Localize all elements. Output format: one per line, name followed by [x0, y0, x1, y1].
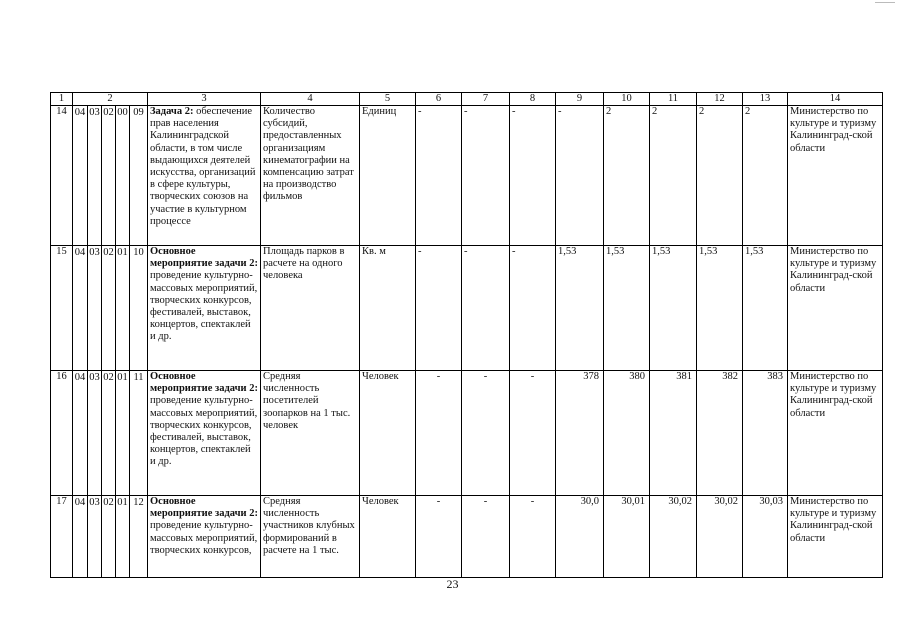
- table-header: [51, 93, 883, 106]
- value-cell: 1,53: [556, 246, 604, 371]
- value-cell: 30,0: [556, 496, 604, 578]
- header-cell: 10: [604, 93, 650, 106]
- task-name-cell: [148, 246, 261, 371]
- header-cell: 1: [51, 93, 73, 106]
- responsible-cell: Министерство по культуре и туризму Калининград-ской области: [788, 106, 883, 246]
- responsible-cell: Министерство по культуре и туризму Калининград-ской области: [788, 496, 883, 578]
- value-cell: 381: [650, 371, 697, 496]
- value-cell: 1,53: [650, 246, 697, 371]
- value-cell: 2: [650, 106, 697, 246]
- code-cell: 02: [102, 246, 116, 371]
- code-cell: 03: [88, 246, 102, 371]
- code-cell: 02: [102, 371, 116, 496]
- row-number: 17: [51, 496, 73, 578]
- task-name-bold: Основное мероприятие задачи 2:: [150, 496, 258, 520]
- code-cell: 04: [73, 371, 88, 496]
- value-cell: -: [462, 496, 510, 578]
- task-name-cell: [148, 371, 261, 496]
- row-number: 15: [51, 246, 73, 371]
- page-number: 23: [446, 577, 459, 591]
- code-cell: 01: [116, 246, 130, 371]
- header-cell: 9: [556, 93, 604, 106]
- code-cell: 12: [130, 496, 148, 578]
- header-cell: 6: [416, 93, 462, 106]
- value-cell: -: [556, 106, 604, 246]
- header-cell: 11: [650, 93, 697, 106]
- code-cell: 04: [73, 496, 88, 578]
- responsible-cell: Министерство по культуре и туризму Калининград-ской области: [788, 371, 883, 496]
- header-cell: 2: [73, 93, 148, 106]
- task-name-bold: Задача 2:: [150, 106, 194, 117]
- row-number: 14: [51, 106, 73, 246]
- header-cell: 4: [261, 93, 360, 106]
- value-cell: -: [462, 371, 510, 496]
- code-cell: 09: [130, 106, 148, 246]
- task-name-bold: Основное мероприятие задачи 2:: [150, 246, 258, 270]
- header-cell: 12: [697, 93, 743, 106]
- value-cell: -: [416, 371, 462, 496]
- header-cell: 8: [510, 93, 556, 106]
- task-name-text: обеспечение прав населения Калининградской области, в том числе выдающихся деятелей искусства, организаций в сфере культуры, творческих союзов на участие в культурном процессе: [150, 106, 256, 227]
- value-cell: 382: [697, 371, 743, 496]
- value-cell: -: [416, 496, 462, 578]
- value-cell: 2: [604, 106, 650, 246]
- value-cell: -: [510, 371, 556, 496]
- code-cell: 03: [88, 106, 102, 246]
- value-cell: 2: [743, 106, 788, 246]
- indicator-cell: Количество субсидий, предоставленных организациям кинематографии на компенсацию затрат на производство фильмов: [261, 106, 360, 246]
- header-cell: 14: [788, 93, 883, 106]
- value-cell: 2: [697, 106, 743, 246]
- value-cell: -: [510, 246, 556, 371]
- scan-corner-mark: [875, 2, 895, 3]
- task-name-text: проведение культурно-массовых мероприятий, творческих конкурсов, фестивалей, выставок, концертов, спектаклей и др.: [150, 395, 258, 468]
- header-cell: 5: [360, 93, 416, 106]
- value-cell: 30,01: [604, 496, 650, 578]
- header-cell: 13: [743, 93, 788, 106]
- task-name-text: проведение культурно-массовых мероприятий, творческих конкурсов, фестивалей, выставок, концертов, спектаклей и др.: [150, 270, 258, 343]
- header-cell: 3: [148, 93, 261, 106]
- value-cell: 1,53: [604, 246, 650, 371]
- table-row: [51, 496, 883, 578]
- unit-cell: Человек: [360, 371, 416, 496]
- value-cell: -: [462, 246, 510, 371]
- value-cell: 1,53: [743, 246, 788, 371]
- code-cell: 10: [130, 246, 148, 371]
- value-cell: 30,02: [697, 496, 743, 578]
- indicator-cell: Средняя численность участников клубных формирований в расчете на 1 тыс.: [261, 496, 360, 578]
- code-cell: 03: [88, 371, 102, 496]
- unit-cell: Единиц: [360, 106, 416, 246]
- value-cell: -: [462, 106, 510, 246]
- responsible-cell: Министерство по культуре и туризму Калининград-ской области: [788, 246, 883, 371]
- header-cell: 7: [462, 93, 510, 106]
- value-cell: -: [416, 246, 462, 371]
- task-name-cell: [148, 496, 261, 578]
- code-cell: 00: [116, 106, 130, 246]
- row-number: 16: [51, 371, 73, 496]
- code-cell: 01: [116, 371, 130, 496]
- task-name-text: проведение культурно-массовых мероприятий, творческих конкурсов,: [150, 520, 258, 556]
- table-row: [51, 246, 883, 371]
- value-cell: -: [416, 106, 462, 246]
- code-cell: 04: [73, 246, 88, 371]
- value-cell: -: [510, 496, 556, 578]
- code-cell: 02: [102, 496, 116, 578]
- unit-cell: Кв. м: [360, 246, 416, 371]
- value-cell: -: [510, 106, 556, 246]
- value-cell: 380: [604, 371, 650, 496]
- value-cell: 378: [556, 371, 604, 496]
- indicator-cell: Площадь парков в расчете на одного человека: [261, 246, 360, 371]
- table-row: [51, 106, 883, 246]
- code-cell: 04: [73, 106, 88, 246]
- value-cell: 383: [743, 371, 788, 496]
- code-cell: 02: [102, 106, 116, 246]
- code-cell: 11: [130, 371, 148, 496]
- code-cell: 01: [116, 496, 130, 578]
- task-name-bold: Основное мероприятие задачи 2:: [150, 371, 258, 395]
- value-cell: 30,03: [743, 496, 788, 578]
- value-cell: 30,02: [650, 496, 697, 578]
- table-row: [51, 371, 883, 496]
- unit-cell: Человек: [360, 496, 416, 578]
- code-cell: 03: [88, 496, 102, 578]
- value-cell: 1,53: [697, 246, 743, 371]
- task-name-cell: [148, 106, 261, 246]
- indicator-cell: Средняя численность посетителей зоопарков на 1 тыс. человек: [261, 371, 360, 496]
- indicators-table: [50, 92, 883, 578]
